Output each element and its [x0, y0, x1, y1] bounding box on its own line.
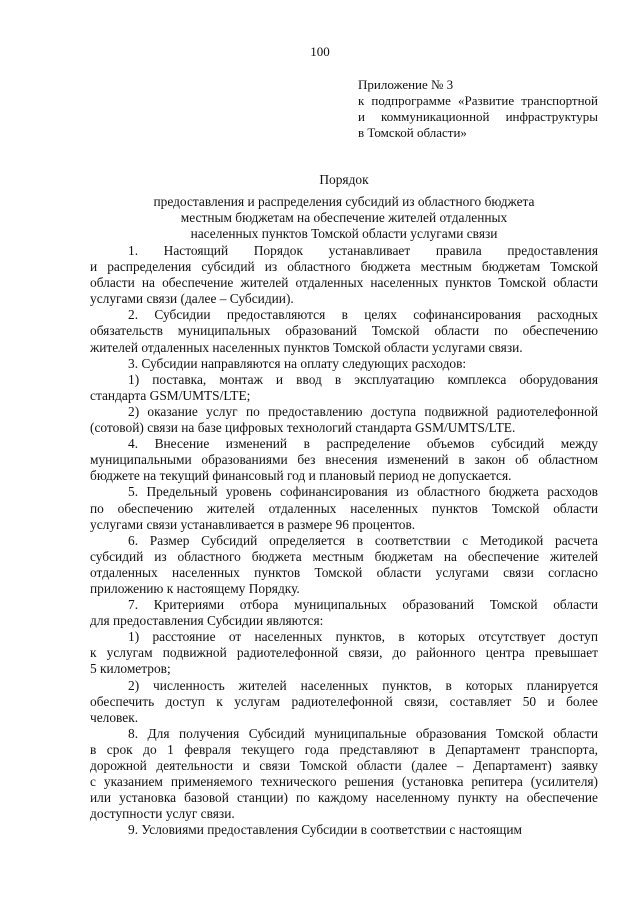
text-line: дорожной деятельности и связи Томской области (далее – Департамент) заявку [90, 758, 598, 773]
text-line: 5. Предельный уровень софинансирования из областного бюджета расходов [128, 484, 598, 500]
text-line: услугами связи устанавливается в размере 96 процентов. [90, 516, 416, 532]
text-line: 7. Критериями отбора муниципальных образований Томской области [128, 597, 598, 613]
appendix-line: к подпрограмме «Развитие транспортной [358, 93, 598, 108]
title-line: предоставления и распределения субсидий из областного бюджета [153, 194, 535, 209]
paragraph [90, 484, 598, 532]
text-line: для предоставления Субсидии являются: [90, 613, 324, 629]
text-line: 1. Настоящий Порядок устанавливает правила предоставления [128, 243, 598, 258]
text-line: с указанием применяемого технического решения (установка репитера (усилителя) [90, 774, 598, 790]
paragraph [90, 533, 598, 597]
text-line: услугами связи (далее – Субсидии). [90, 291, 294, 307]
paragraph [90, 243, 598, 307]
text-line: обязательств муниципальных образований Томской области по обеспечению [90, 323, 598, 339]
document-body [90, 243, 598, 838]
text-line: человек. [90, 709, 139, 725]
text-line: в срок до 1 февраля текущего года представляют в Департамент транспорта, [90, 741, 598, 757]
text-line: области на обеспечение жителей отдаленных населенных пунктов Томской области [90, 275, 598, 291]
paragraph [90, 726, 598, 823]
text-line: по обеспечению жителей отдаленных населенных пунктов Томской области [90, 500, 598, 516]
paragraph [90, 307, 598, 355]
appendix-line: и коммуникационной инфраструктуры [358, 109, 598, 124]
text-line: 2) численность жителей населенных пунктов, в которых планируется [128, 677, 598, 693]
appendix-line: в Томской области» [358, 125, 467, 140]
text-line: 9. Условиями предоставления Субсидии в соответствии с настоящим [128, 822, 522, 838]
text-line: 6. Размер Субсидий определяется в соответствии с Методикой расчета [128, 532, 598, 548]
text-line: (сотовой) связи на базе цифровых технологий стандарта GSM/UMTS/LTE. [90, 420, 516, 436]
title-main: Порядок [319, 172, 369, 187]
text-line: субсидий из областного бюджета местным бюджетам на обеспечение жителей [90, 548, 598, 564]
paragraph [90, 678, 598, 726]
text-line: 1) расстояние от населенных пунктов, в которых отсутствует доступ [128, 629, 598, 645]
text-line: 4. Внесение изменений в распределение объемов субсидий между [128, 436, 598, 452]
text-line: стандарта GSM/UMTS/LTE; [90, 387, 251, 403]
text-line: отдаленных населенных пунктов Томской области услугами связи согласно [90, 564, 598, 580]
text-line: 5 километров; [90, 661, 171, 677]
text-line: бюджете на текущий финансовый год и плановый период не допускается. [90, 468, 512, 484]
page-number: 100 [310, 44, 330, 59]
document-title [90, 172, 598, 242]
paragraph [90, 597, 598, 629]
text-line: к услугам подвижной радиотелефонной связи, до районного центра превышает [90, 645, 598, 661]
title-line: населенных пунктов Томской области услугами связи [190, 226, 498, 241]
text-line: 2. Субсидии предоставляются в целях софинансирования расходных [128, 307, 598, 323]
text-line: обеспечить доступ к услугам радиотелефонной связи, составляет 50 и более [90, 693, 598, 709]
paragraph [90, 356, 598, 372]
text-line: 8. Для получения Субсидий муниципальные образования Томской области [128, 725, 598, 741]
text-line: или установка базовой станции) по каждому населенному пункту на обеспечение [90, 790, 598, 806]
appendix-line: Приложение № 3 [358, 77, 454, 92]
paragraph [90, 436, 598, 484]
appendix-header [358, 77, 598, 141]
text-line: доступности услуг связи. [90, 806, 235, 822]
paragraph [90, 629, 598, 677]
text-line: жителей отдаленных населенных пунктов Томской области услугами связи. [90, 339, 523, 355]
paragraph [90, 822, 598, 838]
title-line: местным бюджетам на обеспечение жителей отдаленных [180, 210, 508, 225]
text-line: и распределения субсидий из областного бюджета местным бюджетам Томской [90, 259, 598, 275]
text-line: 2) оказание услуг по предоставлению доступа подвижной радиотелефонной [128, 403, 598, 419]
text-line: 1) поставка, монтаж и ввод в эксплуатацию комплекса оборудования [128, 371, 598, 387]
paragraph [90, 404, 598, 436]
paragraph [90, 372, 598, 404]
text-line: приложению к настоящему Порядку. [90, 580, 300, 596]
text-line: муниципальными образованиями без внесения изменений в закон об областном [90, 452, 598, 468]
text-line: 3. Субсидии направляются на оплату следующих расходов: [128, 355, 467, 371]
